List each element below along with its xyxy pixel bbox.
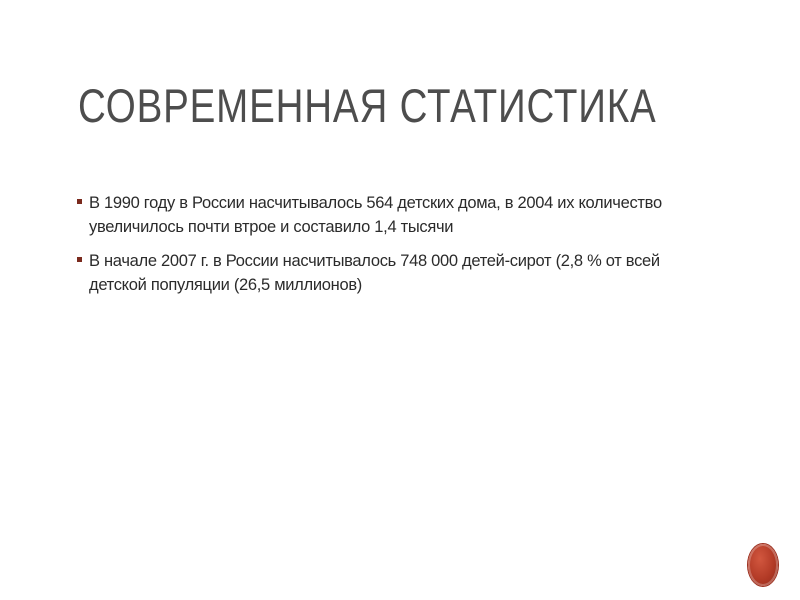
bullet-marker-icon bbox=[77, 199, 82, 204]
slide-title: СОВРЕМЕННАЯ СТАТИСТИКА bbox=[78, 79, 657, 132]
bullet-text: В начале 2007 г. в России насчитывалось 748 000 детей-сирот (2,8 % от всей детской популяции (26,5 миллионов) bbox=[89, 252, 660, 294]
bullet-item bbox=[76, 191, 686, 239]
slide-number-badge bbox=[748, 544, 778, 586]
bullet-marker-icon bbox=[77, 257, 82, 262]
bullet-text: В 1990 году в России насчитывалось 564 детских дома, в 2004 их количество увеличилось почти втрое и составило 1,4 тысячи bbox=[89, 194, 662, 236]
bullet-item bbox=[76, 249, 686, 297]
bullet-list bbox=[76, 191, 686, 307]
